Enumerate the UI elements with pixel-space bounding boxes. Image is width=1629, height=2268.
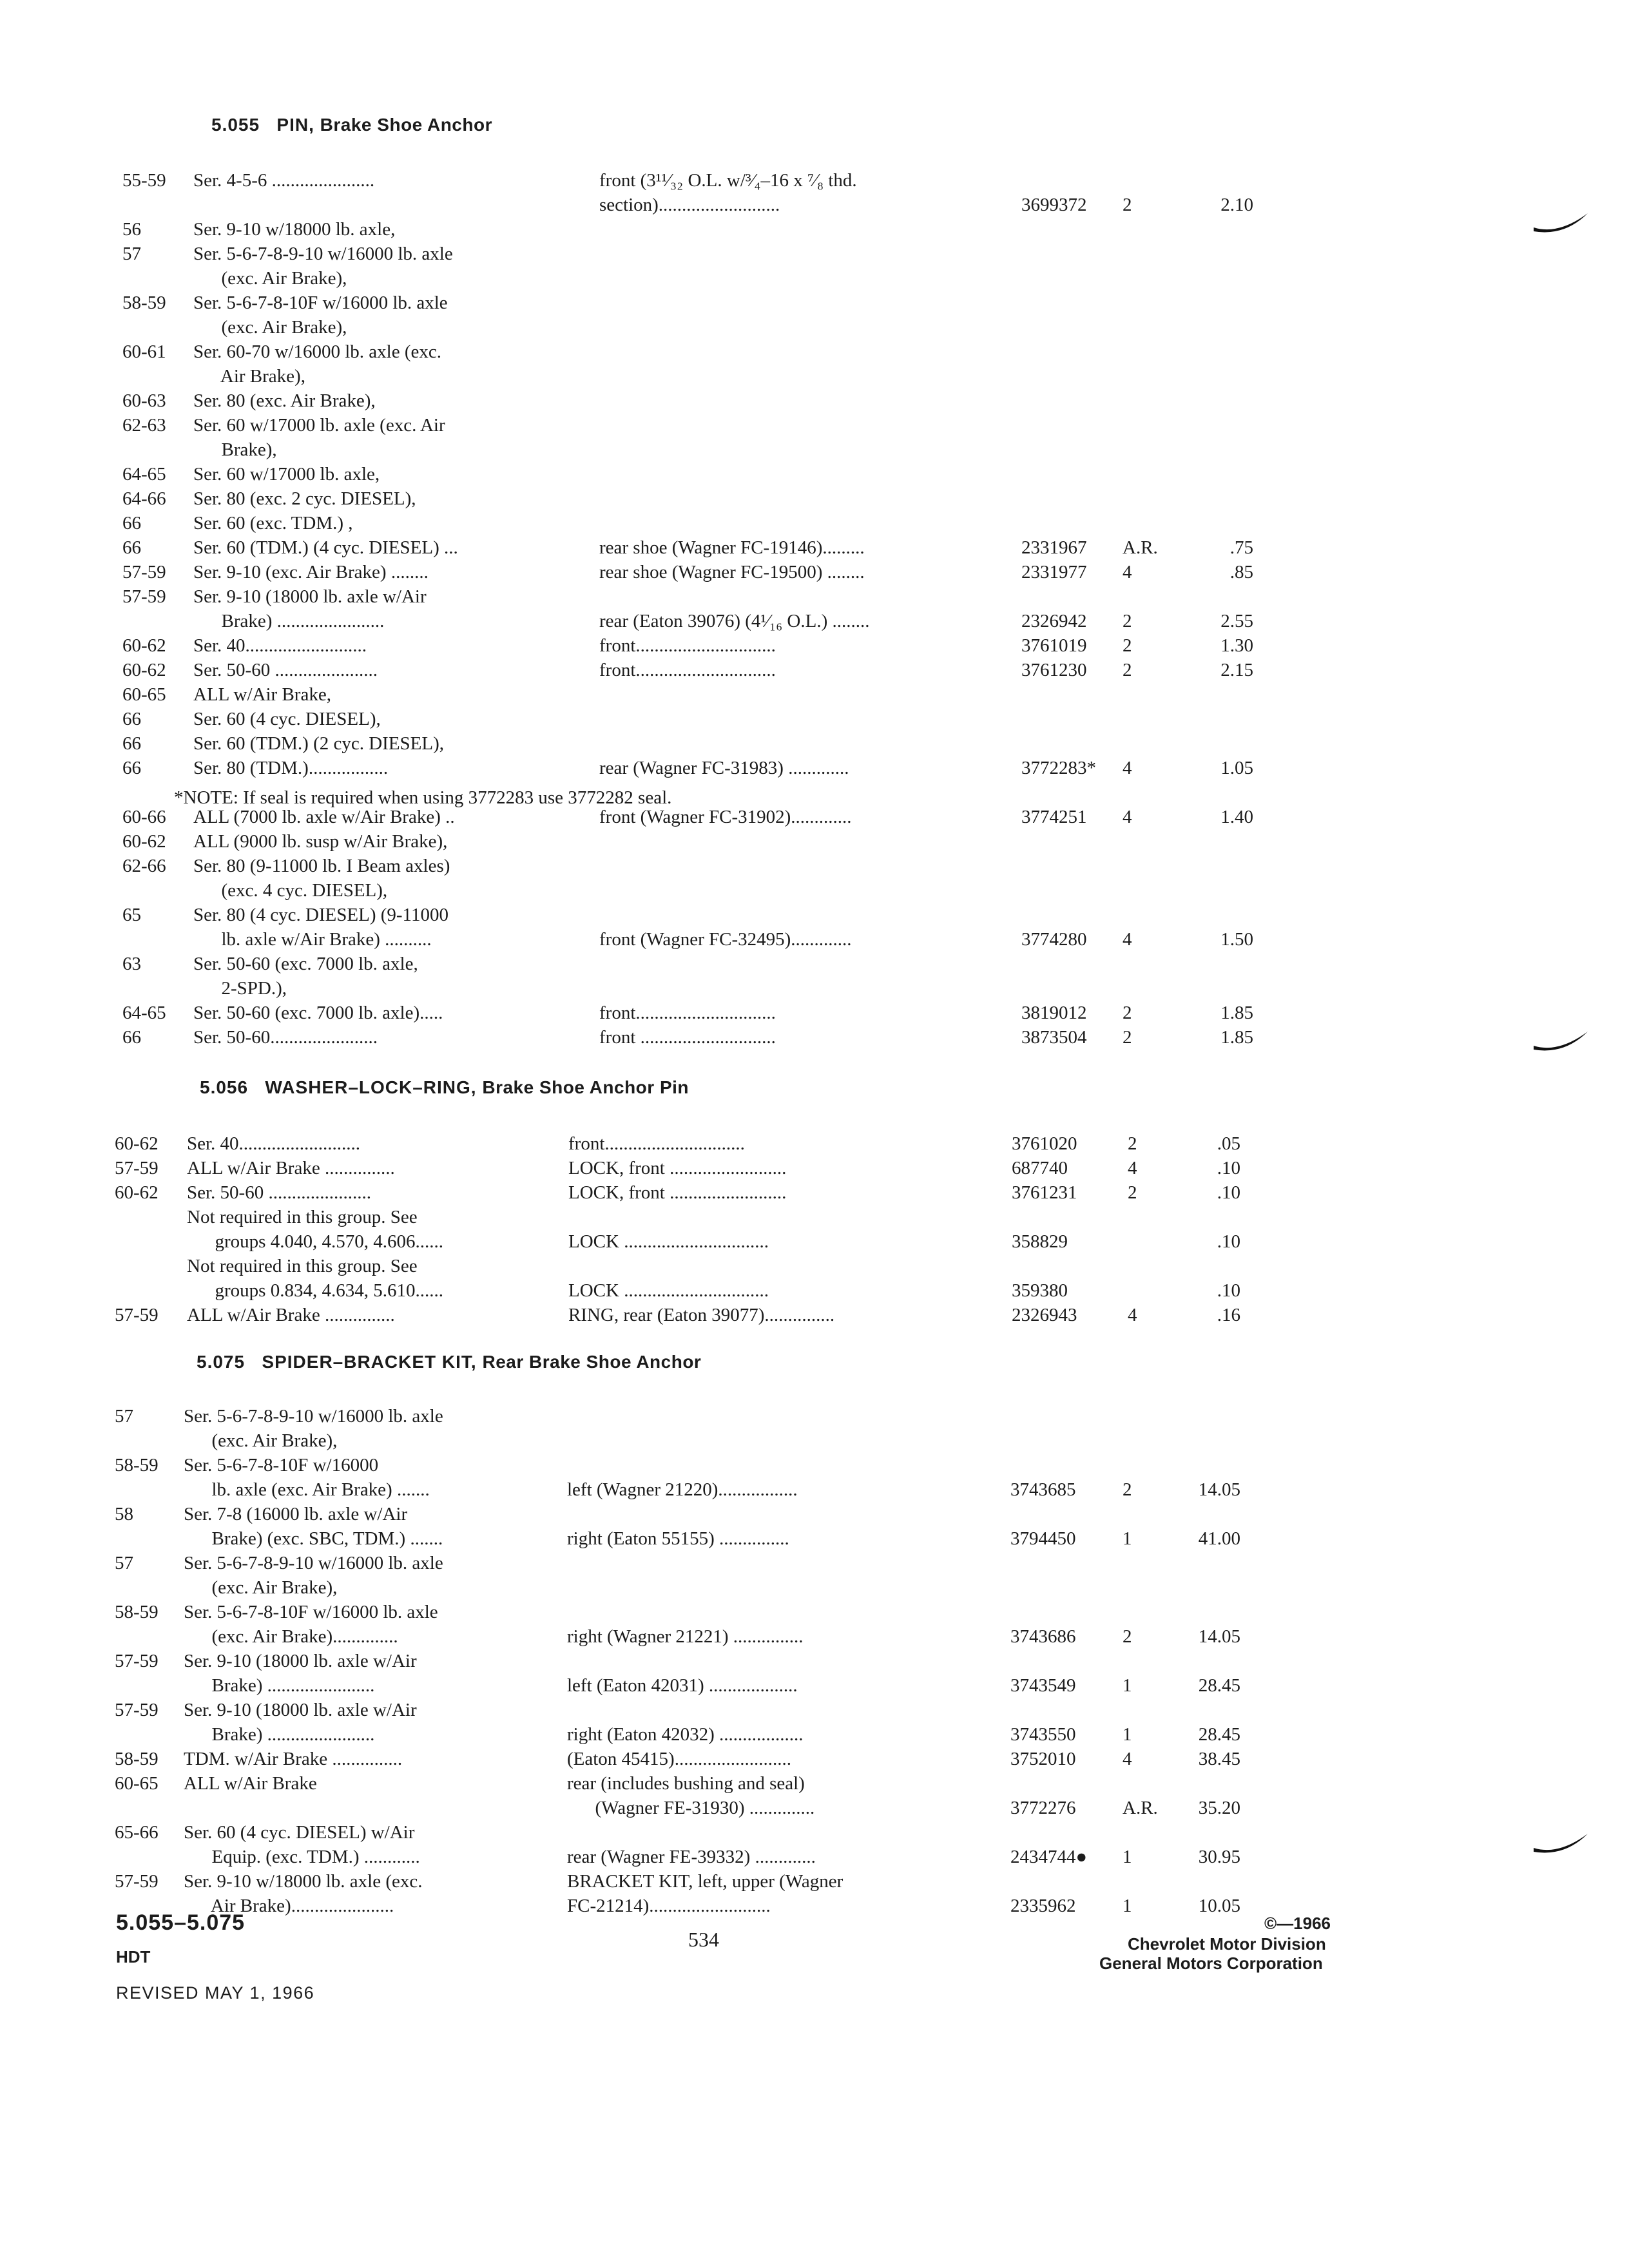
table-row [0,192,1629,218]
application-cell: Ser. 80 (9-11000 lb. I Beam axles) [193,856,450,876]
table-row [0,633,1629,658]
part-number-cell: 2434744● [1010,1847,1088,1867]
part-number-cell: 2331967 [1021,537,1087,558]
part-number-cell: 2326942 [1021,611,1087,631]
description-cell: front ............................. [599,1027,776,1048]
quantity-cell: 1 [1123,1896,1132,1916]
part-number-cell: 3819012 [1021,1003,1087,1023]
application-cell: Air Brake)...................... [184,1896,394,1916]
price-cell: .10 [1217,1182,1240,1203]
description-cell: right (Eaton 42032) .................. [567,1724,804,1745]
year-range-cell: 57-59 [115,1305,159,1325]
application-cell: Brake), [193,439,277,460]
table-row [0,731,1629,756]
section-subtitle: Brake Shoe Anchor Pin [482,1077,689,1097]
table-row [0,1501,1629,1527]
price-cell: 1.85 [1220,1027,1253,1048]
quantity-cell: 2 [1123,195,1132,215]
quantity-cell: 4 [1123,758,1132,778]
table-row [0,1229,1629,1254]
footer-revised: REVISED MAY 1, 1966 [116,1983,315,2003]
table-row [0,265,1629,291]
price-cell: .10 [1217,1280,1240,1301]
quantity-cell: A.R. [1123,1798,1158,1818]
description-cell: BRACKET KIT, left, upper (Wagner [567,1871,843,1892]
table-row [0,1428,1629,1454]
description-cell: LOCK, front ......................... [568,1182,787,1203]
year-range-cell: 57 [115,1553,133,1573]
application-cell: Ser. 60 (TDM.) (4 cyc. DIESEL) ... [193,537,458,558]
price-cell: .10 [1217,1158,1240,1178]
section-heading-5055 [211,115,492,135]
table-row [0,559,1629,585]
table-row [0,486,1629,512]
table-row [0,1820,1629,1845]
year-range-cell: 66 [122,1027,141,1048]
description-cell: FC-21214).......................... [567,1896,771,1916]
application-cell: Ser. 50-60....................... [193,1027,378,1048]
application-cell: ALL w/Air Brake ............... [187,1158,395,1178]
price-cell: 28.45 [1198,1675,1240,1696]
application-cell: lb. axle w/Air Brake) .......... [193,929,432,950]
table-row [0,510,1629,536]
page-number: 534 [688,1928,719,1951]
application-cell: ALL (9000 lb. susp w/Air Brake), [193,831,448,852]
year-range-cell: 66 [122,513,141,533]
price-cell: 10.05 [1198,1896,1240,1916]
year-range-cell: 58-59 [122,293,166,313]
table-row [0,412,1629,438]
year-range-cell: 60-66 [122,807,166,827]
quantity-cell: 2 [1123,635,1132,656]
table-row [0,1673,1629,1698]
application-cell: (exc. 4 cyc. DIESEL), [193,880,388,901]
application-cell: Brake) ....................... [193,611,385,631]
part-number-cell: 358829 [1012,1231,1068,1252]
table-row [0,1155,1629,1181]
table-row [0,584,1629,610]
table-row [0,1697,1629,1723]
description-cell: rear (includes bushing and seal) [567,1773,805,1794]
description-cell: left (Eaton 42031) ................... [567,1675,798,1696]
quantity-cell: 1 [1123,1847,1132,1867]
table-row [0,363,1629,389]
section-subtitle: Brake Shoe Anchor [320,115,492,135]
year-range-cell: 55-59 [122,170,166,191]
application-cell: Ser. 50-60 ...................... [193,660,378,680]
part-number-cell: 3774251 [1021,807,1087,827]
description-cell: right (Eaton 55155) ............... [567,1528,789,1549]
table-row [0,1253,1629,1279]
application-cell: groups 0.834, 4.634, 5.610...... [187,1280,443,1301]
application-cell: Ser. 5-6-7-8-10F w/16000 lb. axle [184,1602,438,1622]
part-number-cell: 2331977 [1021,562,1087,582]
description-cell: rear shoe (Wagner FC-19146)......... [599,537,865,558]
application-cell: Ser. 60 (4 cyc. DIESEL) w/Air [184,1822,415,1843]
application-cell: 2-SPD.), [193,978,287,999]
table-row [0,878,1629,903]
table-row [0,241,1629,267]
year-range-cell: 65-66 [115,1822,159,1843]
table-row [0,290,1629,316]
application-cell: Ser. 9-10 (18000 lb. axle w/Air [184,1700,417,1720]
part-number-cell: 3761231 [1012,1182,1077,1203]
part-number-cell: 3772276 [1010,1798,1076,1818]
application-cell: Ser. 9-10 w/18000 lb. axle, [193,219,396,240]
application-cell: Brake) ....................... [184,1675,375,1696]
part-number-cell: 3761230 [1021,660,1087,680]
section-title: WASHER–LOCK–RING, [265,1077,477,1097]
footer-range: 5.055–5.075 [116,1910,246,1935]
part-number-cell: 3743550 [1010,1724,1076,1745]
section-heading-5056 [200,1077,689,1098]
description-cell: section).......................... [599,195,780,215]
year-range-cell: 63 [122,954,141,974]
table-row [0,437,1629,463]
year-range-cell: 60-62 [115,1182,159,1203]
year-range-cell: 57 [122,244,141,264]
description-cell: rear (Wagner FE-39332) ............. [567,1847,816,1867]
table-row [0,1624,1629,1649]
application-cell: Ser. 80 (4 cyc. DIESEL) (9-11000 [193,905,448,925]
price-cell: 1.50 [1220,929,1253,950]
quantity-cell: 4 [1123,562,1132,582]
application-cell: Ser. 40.......................... [187,1133,361,1154]
part-number-cell: 2335962 [1010,1896,1076,1916]
table-row [0,168,1629,193]
application-cell: ALL w/Air Brake, [193,684,331,705]
year-range-cell: 66 [122,733,141,754]
quantity-cell: 1 [1123,1724,1132,1745]
description-cell: right (Wagner 21221) ............... [567,1626,804,1647]
year-range-cell: 64-65 [122,1003,166,1023]
table-row [0,1771,1629,1796]
table-row [0,535,1629,561]
quantity-cell: 4 [1128,1158,1137,1178]
description-cell: front (3¹¹⁄₃₂ O.L. w/³⁄₄–16 x ⁷⁄₈ thd. [599,170,857,191]
part-number-cell: 3873504 [1021,1027,1087,1048]
description-cell: LOCK, front ......................... [568,1158,787,1178]
price-cell: 14.05 [1198,1479,1240,1500]
price-cell: .75 [1229,537,1253,558]
quantity-cell: 2 [1123,611,1132,631]
description-cell: front.............................. [599,660,776,680]
table-row [0,682,1629,707]
year-range-cell: 60-63 [122,390,166,411]
quantity-cell: 2 [1123,1479,1132,1500]
part-number-cell: 3752010 [1010,1749,1076,1769]
application-cell: Ser. 5-6-7-8-9-10 w/16000 lb. axle [184,1553,443,1573]
part-number-cell: 2326943 [1012,1305,1077,1325]
price-cell: 30.95 [1198,1847,1240,1867]
price-cell: .85 [1229,562,1253,582]
application-cell: Ser. 60 w/17000 lb. axle (exc. Air [193,415,445,436]
section-code: 5.075 [197,1352,246,1372]
price-cell: 1.40 [1220,807,1253,827]
year-range-cell: 64-65 [122,464,166,485]
year-range-cell: 58 [115,1504,133,1524]
application-cell: Ser. 9-10 (18000 lb. axle w/Air [184,1651,417,1671]
section-code: 5.056 [200,1077,249,1097]
section-title: PIN, [276,115,314,135]
description-cell: RING, rear (Eaton 39077)............... [568,1305,835,1325]
year-range-cell: 66 [122,537,141,558]
description-cell: rear (Wagner FC-31983) ............. [599,758,849,778]
table-row [0,608,1629,634]
binder-mark [1532,1830,1590,1862]
part-number-cell: 3772283* [1021,758,1096,778]
year-range-cell: 57-59 [115,1871,159,1892]
quantity-cell: 4 [1123,807,1132,827]
application-cell: Ser. 40.......................... [193,635,367,656]
description-cell: left (Wagner 21220)................. [567,1479,798,1500]
quantity-cell: A.R. [1123,537,1158,558]
table-row [0,1795,1629,1821]
price-cell: 1.85 [1220,1003,1253,1023]
year-range-cell: 66 [122,758,141,778]
section-code: 5.055 [211,115,260,135]
application-cell: Not required in this group. See [187,1256,418,1276]
application-cell: Equip. (exc. TDM.) ............ [184,1847,420,1867]
year-range-cell: 60-62 [122,635,166,656]
application-cell: Ser. 9-10 (18000 lb. axle w/Air [193,586,427,607]
table-row [0,1648,1629,1674]
quantity-cell: 1 [1123,1528,1132,1549]
table-row [0,216,1629,242]
description-cell: LOCK ............................... [568,1280,769,1301]
footer-copyright: ©—1966 [1264,1914,1331,1933]
table-row [0,388,1629,414]
application-cell: Ser. 80 (exc. 2 cyc. DIESEL), [193,488,416,509]
table-row [0,902,1629,928]
footer-series: HDT [116,1947,151,1966]
application-cell: Brake) (exc. SBC, TDM.) ....... [184,1528,443,1549]
description-cell: rear shoe (Wagner FC-19500) ........ [599,562,865,582]
table-row [0,1452,1629,1478]
application-cell: Ser. 5-6-7-8-10F w/16000 lb. axle [193,293,448,313]
application-cell: (exc. Air Brake).............. [184,1626,398,1647]
part-number-cell: 687740 [1012,1158,1068,1178]
year-range-cell: 60-62 [122,660,166,680]
year-range-cell: 60-62 [122,831,166,852]
table-row [0,927,1629,952]
year-range-cell: 57-59 [122,586,166,607]
application-cell: Not required in this group. See [187,1207,418,1227]
application-cell: Ser. 7-8 (16000 lb. axle w/Air [184,1504,408,1524]
table-row [0,1599,1629,1625]
table-row [0,1477,1629,1503]
application-cell: Ser. 80 (exc. Air Brake), [193,390,376,411]
table-row [0,1722,1629,1747]
application-cell: TDM. w/Air Brake ............... [184,1749,403,1769]
application-cell: lb. axle (exc. Air Brake) ....... [184,1479,430,1500]
price-cell: .16 [1217,1305,1240,1325]
footer-corp: General Motors Corporation [1099,1954,1323,1973]
year-range-cell: 66 [122,709,141,729]
quantity-cell: 4 [1128,1305,1137,1325]
table-row [0,1869,1629,1894]
price-cell: .10 [1217,1231,1240,1252]
year-range-cell: 57-59 [122,562,166,582]
application-cell: Ser. 50-60 ...................... [187,1182,371,1203]
description-cell: front.............................. [568,1133,745,1154]
description-cell: front.............................. [599,635,776,656]
application-cell: ALL w/Air Brake ............... [187,1305,395,1325]
part-number-cell: 3761020 [1012,1133,1077,1154]
description-cell: (Wagner FE-31930) .............. [567,1798,815,1818]
application-cell: (exc. Air Brake), [193,268,347,289]
table-row [0,314,1629,340]
table-row [0,1550,1629,1576]
application-cell: Ser. 5-6-7-8-10F w/16000 [184,1455,379,1475]
application-cell: (exc. Air Brake), [184,1577,338,1598]
table-row [0,1131,1629,1157]
year-range-cell: 60-65 [122,684,166,705]
year-range-cell: 60-65 [115,1773,159,1794]
description-cell: front (Wagner FC-32495)............. [599,929,852,950]
table-row [0,1844,1629,1870]
year-range-cell: 58-59 [115,1455,159,1475]
application-cell: Ser. 60 (TDM.) (2 cyc. DIESEL), [193,733,444,754]
year-range-cell: 58-59 [115,1602,159,1622]
year-range-cell: 56 [122,219,141,240]
description-cell: front.............................. [599,1003,776,1023]
part-number-cell: 3743549 [1010,1675,1076,1696]
price-cell: 41.00 [1198,1528,1240,1549]
description-cell: rear (Eaton 39076) (4¹⁄₁₆ O.L.) ........ [599,611,870,631]
table-row [0,975,1629,1001]
price-cell: 28.45 [1198,1724,1240,1745]
description-cell: LOCK ............................... [568,1231,769,1252]
year-range-cell: 57-59 [115,1651,159,1671]
table-row [0,1024,1629,1050]
application-cell: Ser. 9-10 (exc. Air Brake) ........ [193,562,429,582]
part-number-cell: 3743686 [1010,1626,1076,1647]
footer-division: Chevrolet Motor Division [1128,1934,1326,1954]
year-range-cell: 62-66 [122,856,166,876]
table-row [0,1000,1629,1026]
part-number-cell: 3699372 [1021,195,1087,215]
table-row [0,853,1629,879]
application-cell: Ser. 5-6-7-8-9-10 w/16000 lb. axle [184,1406,443,1427]
section-subtitle: Rear Brake Shoe Anchor [482,1352,702,1372]
price-cell: .05 [1217,1133,1240,1154]
year-range-cell: 64-66 [122,488,166,509]
table-row [0,1204,1629,1230]
quantity-cell: 2 [1123,660,1132,680]
description-cell: (Eaton 45415)......................... [567,1749,791,1769]
application-cell: Brake) ....................... [184,1724,375,1745]
part-number-cell: 3743685 [1010,1479,1076,1500]
application-cell: Ser. 4-5-6 ...................... [193,170,375,191]
application-cell: ALL (7000 lb. axle w/Air Brake) .. [193,807,455,827]
year-range-cell: 60-61 [122,341,166,362]
table-row [0,1180,1629,1206]
application-cell: Ser. 9-10 w/18000 lb. axle (exc. [184,1871,423,1892]
quantity-cell: 2 [1123,1003,1132,1023]
year-range-cell: 60-62 [115,1133,159,1154]
seal-note: *NOTE: If seal is required when using 3772283 use 3772282 seal. [174,787,672,808]
application-cell: Ser. 60 (exc. TDM.) , [193,513,353,533]
application-cell: Ser. 50-60 (exc. 7000 lb. axle)..... [193,1003,443,1023]
price-cell: 2.10 [1220,195,1253,215]
year-range-cell: 62-63 [122,415,166,436]
table-row [0,951,1629,977]
part-number-cell: 3774280 [1021,929,1087,950]
quantity-cell: 1 [1123,1675,1132,1696]
table-row [0,1526,1629,1552]
part-number-cell: 359380 [1012,1280,1068,1301]
table-row [0,1302,1629,1328]
table-row [0,1403,1629,1429]
table-row [0,461,1629,487]
year-range-cell: 57-59 [115,1700,159,1720]
application-cell: Air Brake), [193,366,305,387]
year-range-cell: 58-59 [115,1749,159,1769]
table-row [0,706,1629,732]
price-cell: 1.05 [1220,758,1253,778]
quantity-cell: 4 [1123,929,1132,950]
table-row [0,339,1629,365]
table-row [0,755,1629,781]
application-cell: (exc. Air Brake), [193,317,347,338]
application-cell: Ser. 60 w/17000 lb. axle, [193,464,380,485]
application-cell: (exc. Air Brake), [184,1430,338,1451]
section-title: SPIDER–BRACKET KIT, [262,1352,477,1372]
quantity-cell: 2 [1128,1182,1137,1203]
year-range-cell: 57-59 [115,1158,159,1178]
table-row [0,1746,1629,1772]
table-row [0,1278,1629,1303]
quantity-cell: 2 [1128,1133,1137,1154]
application-cell: ALL w/Air Brake [184,1773,317,1794]
description-cell: front (Wagner FC-31902)............. [599,807,852,827]
application-cell: groups 4.040, 4.570, 4.606...... [187,1231,443,1252]
price-cell: 2.55 [1220,611,1253,631]
application-cell: Ser. 60 (4 cyc. DIESEL), [193,709,381,729]
price-cell: 2.15 [1220,660,1253,680]
quantity-cell: 2 [1123,1626,1132,1647]
section-heading-5075 [197,1352,701,1372]
year-range-cell: 65 [122,905,141,925]
binder-mark [1532,209,1590,242]
application-cell: Ser. 80 (TDM.)................. [193,758,389,778]
part-number-cell: 3794450 [1010,1528,1076,1549]
table-row [0,657,1629,683]
quantity-cell: 2 [1123,1027,1132,1048]
part-number-cell: 3761019 [1021,635,1087,656]
table-row [0,1575,1629,1600]
price-cell: 35.20 [1198,1798,1240,1818]
application-cell: Ser. 50-60 (exc. 7000 lb. axle, [193,954,418,974]
year-range-cell: 57 [115,1406,133,1427]
table-row [0,829,1629,854]
binder-mark [1532,1028,1590,1060]
application-cell: Ser. 5-6-7-8-9-10 w/16000 lb. axle [193,244,453,264]
price-cell: 38.45 [1198,1749,1240,1769]
price-cell: 14.05 [1198,1626,1240,1647]
quantity-cell: 4 [1123,1749,1132,1769]
application-cell: Ser. 60-70 w/16000 lb. axle (exc. [193,341,441,362]
price-cell: 1.30 [1220,635,1253,656]
